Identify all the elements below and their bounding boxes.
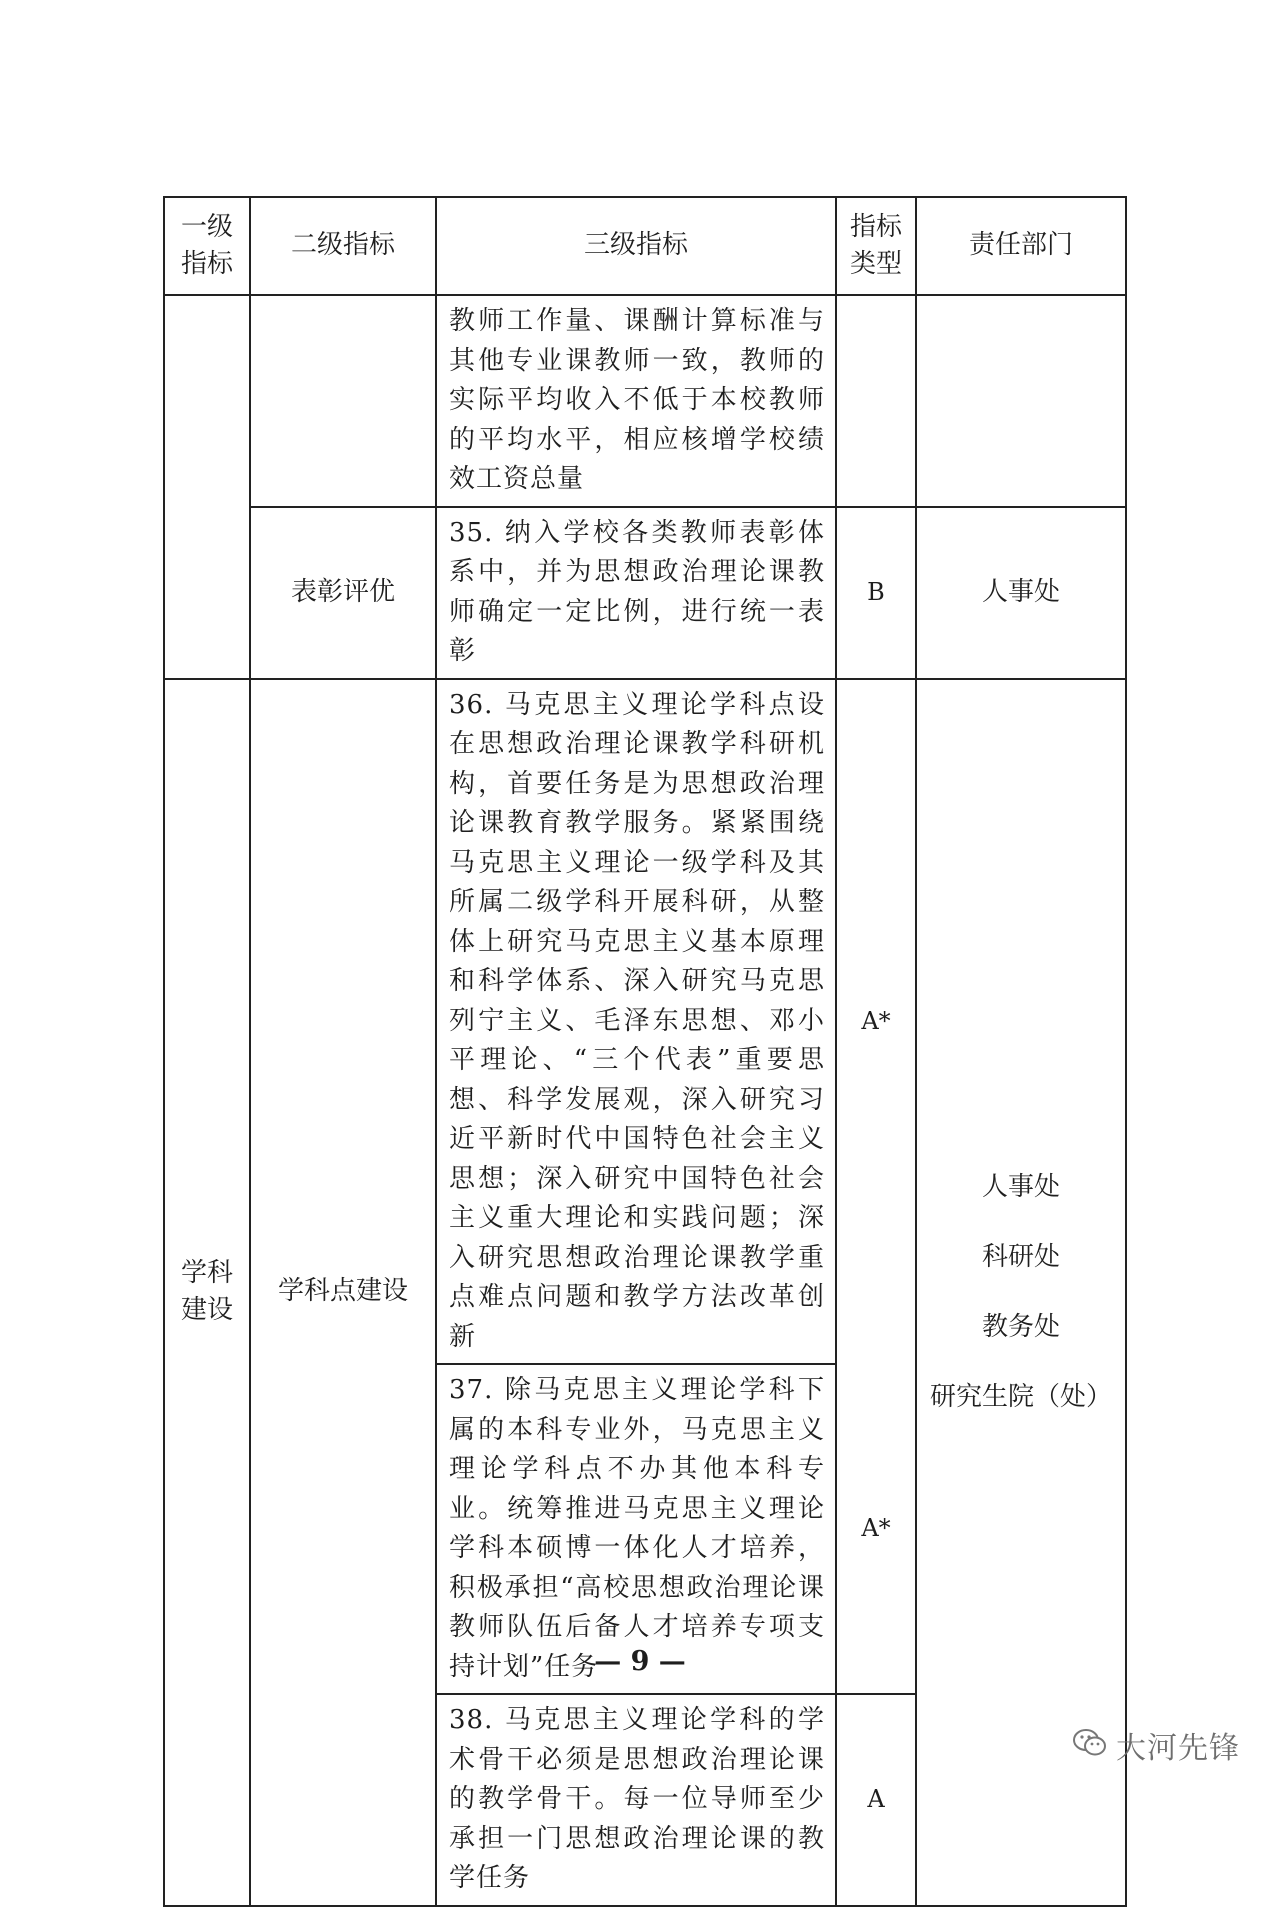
header-level1: 一级 指标 (164, 197, 250, 295)
header-level2: 二级指标 (250, 197, 436, 295)
table-header-row (164, 197, 1126, 295)
cell-level3: 37. 除马克思主义理论学科下属的本科专业外，马克思主义理论学科点不办其他本科专业。统筹推进马克思主义理论学科本硕博一体化人才培养，积极承担“高校思想政治理论课教师队伍后备人才培养专项支持计划”任务 (436, 1364, 836, 1694)
cell-level2: 表彰评优 (250, 507, 436, 679)
dept-item: 人事处 (981, 1172, 1060, 1202)
table-row (164, 507, 1126, 679)
cell-dept: 人事处 (916, 507, 1126, 679)
cell-level1: 学科 建设 (164, 679, 250, 1906)
cell-type-empty (836, 295, 916, 507)
cell-type: A* (836, 1364, 916, 1694)
header-dept: 责任部门 (916, 197, 1126, 295)
cell-type: A (836, 1694, 916, 1906)
dept-item: 研究生院（处） (929, 1382, 1112, 1412)
watermark-text: 大河先锋 (1116, 1731, 1240, 1766)
cell-level2-empty (250, 295, 436, 507)
cell-dept-list (916, 679, 1126, 1906)
table-row (164, 295, 1126, 507)
table-row (164, 679, 1126, 1365)
cell-dept-empty (916, 295, 1126, 507)
page-number: — 9 — (594, 1646, 686, 1677)
cell-level3: 教师工作量、课酬计算标准与其他专业课教师一致，教师的实际平均收入不低于本校教师的平均水平，相应核增学校绩效工资总量 (436, 295, 836, 507)
cell-level3: 38. 马克思主义理论学科的学术骨干必须是思想政治理论课的教学骨干。每一位导师至少承担一门思想政治理论课的教学任务 (436, 1694, 836, 1906)
dept-item: 科研处 (981, 1242, 1060, 1272)
cell-type: B (836, 507, 916, 679)
cell-level2: 学科点建设 (250, 679, 436, 1906)
watermark (1072, 1723, 1240, 1767)
cell-level3: 36. 马克思主义理论学科点设在思想政治理论课教学科研机构，首要任务是为思想政治理论课教育教学服务。紧紧围绕马克思主义理论一级学科及其所属二级学科开展科研，从整体上研究马克思主义基本原理和科学体系、深入研究马克思列宁主义、毛泽东思想、邓小平理论、“三个代表”重要思想、科学发展观，深入研究习近平新时代中国特色社会主义思想；深入研究中国特色社会主义重大理论和实践问题；深入研究思想政治理论课教学重点难点问题和教学方法改革创新 (436, 679, 836, 1365)
cell-level1-empty (164, 295, 250, 679)
wechat-icon (1072, 1727, 1108, 1763)
header-level3: 三级指标 (436, 197, 836, 295)
cell-level3: 35. 纳入学校各类教师表彰体系中，并为思想政治理论课教师确定一定比例，进行统一表彰 (436, 507, 836, 679)
header-type: 指标 类型 (836, 197, 916, 295)
cell-type: A* (836, 679, 916, 1365)
dept-item: 教务处 (981, 1312, 1060, 1342)
